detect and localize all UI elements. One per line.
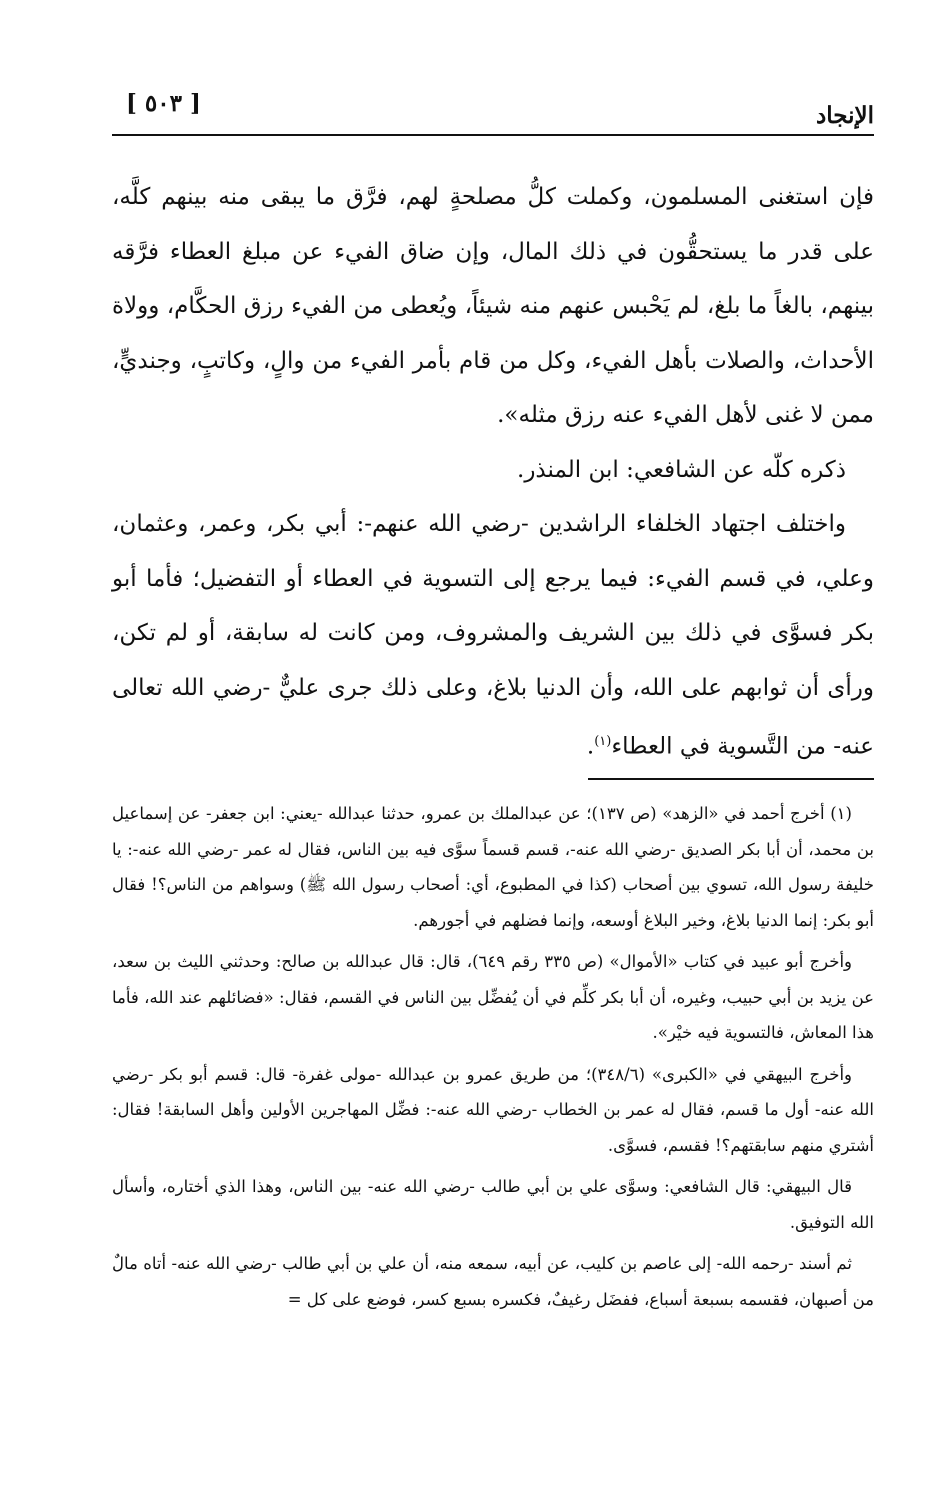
paragraph-1: فإن استغنى المسلمون، وكملت كلُّ مصلحةٍ لهم، فرَّق ما يبقى منه بينهم كلَّه، على قدر ما يستحقُّون في ذلك المال، وإن ضاق الفيء عن مبلغ العطاء فرَّقه بينهم، بالغاً ما بلغ، لم يَحْبس عنهم منه شيئاً، ويُعطى من الفيء رزق الحكَّام، وولاة الأحداث، والصلات بأهل الفيء، وكل من قام بأمر الفيء من والٍ، وكاتبٍ، وجنديٍّ، ممن لا غنى لأهل الفيء عنه رزق مثله». [112,184,874,428]
paragraph-3-end: . [586,733,595,760]
page-number: [ ٥٠٣ ] [126,90,201,117]
footnote-paragraph: (١) أخرج أحمد في «الزهد» (ص ١٣٧)؛ عن عبدالملك بن عمرو، حدثنا عبدالله -يعني: ابن جعفر- عن إسماعيل بن محمد، أن أبا بكر الصديق -رضي الله عنه-، قسم قسماً سوَّى فيه بين الناس، فقال له عمر -رضي الله عنه-: يا خليفة رسول الله، تسوي بين أصحاب (كذا في المطبوع، أي: أصحاب رسول الله ﷺ) وسواهم من الناس؟! فقال أبو بكر: إنما الدنيا بلاغ، وخير البلاغ أوسعه، وإنما فضلهم في أجورهم. [112,804,874,930]
footnotes [112,796,874,1323]
paragraph-3 [112,497,874,774]
footnote-reference[interactable]: (١) [594,734,612,749]
footnote-paragraph: قال البيهقي: قال الشافعي: وسوَّى علي بن أبي طالب -رضي الله عنه- بين الناس، وهذا الذي أختاره، وأسأل الله التوفيق. [112,1177,874,1232]
footnote-paragraph: ثم أسند -رحمه الله- إلى عاصم بن كليب، عن أبيه، سمعه منه، أن علي بن أبي طالب -رضي الله عنه- أتاه مالٌ من أصبهان، فقسمه بسبعة أسباع، ففضَل رغيفٌ، فكسره بسبع كسر، فوضع على كل = [112,1254,874,1309]
running-header [112,84,874,136]
footnote-paragraph: وأخرج البيهقي في «الكبرى» (٣٤٨/٦)؛ من طريق عمرو بن عبدالله -مولى غفرة- قال: قسم أبو بكر -رضي الله عنه- أول ما قسم، فقال له عمر بن الخطاب -رضي الله عنه-: فضِّل المهاجرين الأولين وأهل السابقة! فقال: أشتري منهم سابقتهم؟! فقسم، فسوَّى. [112,1064,874,1155]
running-title: الإنجاد [815,102,874,129]
paragraph-3-text: واختلف اجتهاد الخلفاء الراشدين -رضي الله عنهم-: أبي بكر، وعمر، وعثمان، وعلي، في قسم الفيء: فيما يرجع إلى التسوية في العطاء أو التفضيل؛ فأما أبو بكر فسوَّى في ذلك بين الشريف والمشروف، ومن كانت له سابقة، أو لم تكن، ورأى أن ثوابهم على الله، وأن الدنيا بلاغ، وعلى ذلك جرى عليٌّ -رضي الله تعالى عنه- من التَّسوية في العطاء [112,511,874,760]
main-text [112,170,874,774]
paragraph-2: ذكره كلّه عن الشافعي: ابن المنذر. [517,456,846,483]
footnote-paragraph: وأخرج أبو عبيد في كتاب «الأموال» (ص ٣٣٥ رقم ٦٤٩)، قال: قال عبدالله بن صالح: وحدثني الليث بن سعد، عن يزيد بن أبي حبيب، وغيره، أن أبا بكر كلِّم في أن يُفضِّل بين الناس في القسم، فقال: «فضائلهم عند الله، فأما هذا المعاش، فالتسوية فيه خيْر». [112,952,874,1042]
footnote-separator [588,778,874,780]
